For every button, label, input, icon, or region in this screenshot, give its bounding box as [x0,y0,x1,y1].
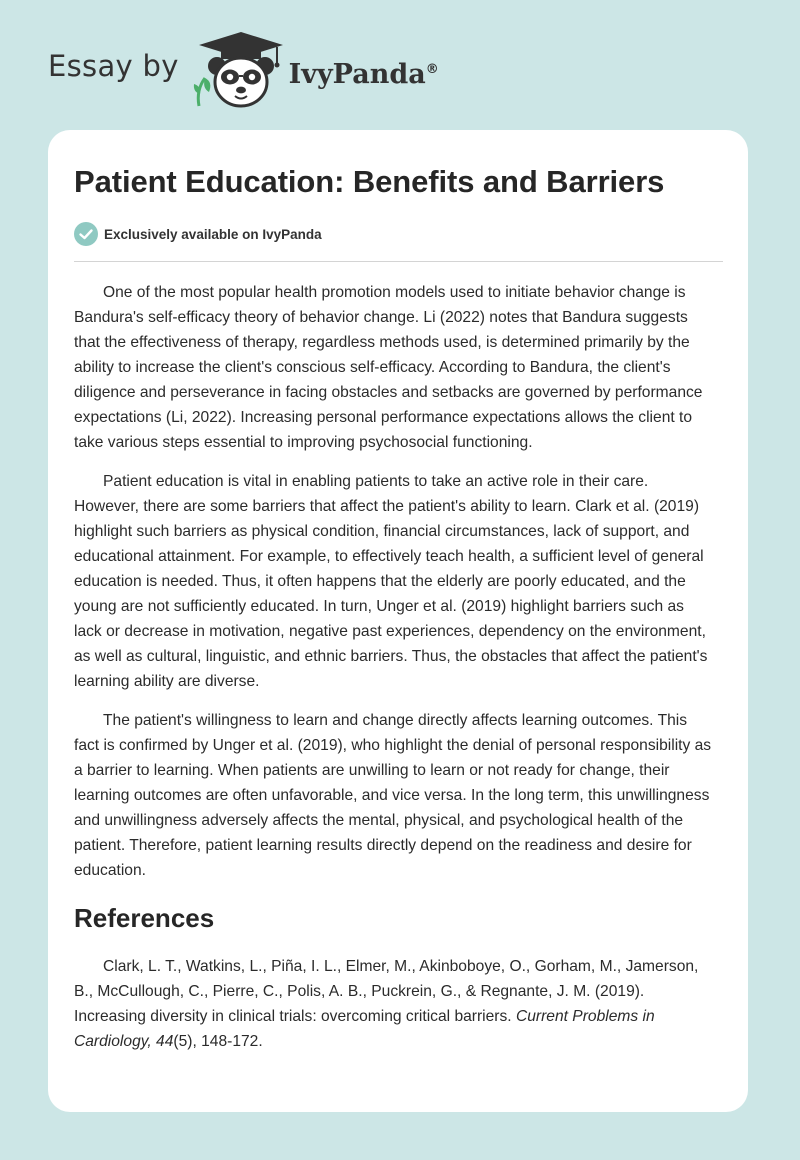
brand-name-text: IvyPanda [288,58,426,90]
exclusive-badge-text: Exclusively available on IvyPanda [104,226,322,242]
reference-entry [74,954,714,1054]
brand-name[interactable] [289,59,439,90]
registered-mark: ® [425,61,439,77]
reference-text: Clark, L. T., Watkins, L., Piña, I. L., Elmer, M., Akinboboye, O., Gorham, M., Jamerson, B., McCullough, C., Pierre, C., Polis, A. B., Puckrein, G., & Regnante, J. M. (2019). Increasing diversity in clinical trials: overcoming critical barriers. [74,958,699,1025]
title-divider [74,261,723,262]
reference-journal: Current Problems in Cardiology, 44 [74,1008,655,1050]
panda-graduate-icon[interactable] [193,30,289,110]
paragraph-3: The patient's willingness to learn and change directly affects learning outcomes. This fact is confirmed by Unger et al. (2019), who highlight the denial of personal responsibility as a barrier to learning. When patients are unwilling to learn or not ready for change, their learning outcomes are often unfavorable, and vice versa. In the long term, this unwillingness and unwillingness adversely affects the mental, physical, and psychological health of the patient. Therefore, patient learning results directly depend on the readiness and desire for education. [74,712,712,879]
references-heading: References [74,903,215,933]
check-circle-icon [74,222,98,246]
reference-issue-pages: (5), 148-172. [173,1033,263,1050]
paragraph-2: Patient education is vital in enabling patients to take an active role in their care. However, there are some barriers that affect the patient's ability to learn. Clark et al. (2019) highlight such barriers as physical condition, financial circumstances, lack of support, and educational attainment. For example, to effectively teach health, a sufficient level of general education is needed. Thus, it often happens that the elderly are poorly educated, and the young are not sufficiently educated. In turn, Unger et al. (2019) highlight barriers such as lack or decrease in motivation, negative past experiences, dependency on the environment, as well as cultural, linguistic, and ethnic barriers. Thus, the obstacles that affect the patient's learning ability are diverse. [74,473,708,690]
site-header [48,30,439,110]
exclusive-badge [74,222,322,246]
paragraph-1: One of the most popular health promotion models used to initiate behavior change is Bandura's self-efficacy theory of behavior change. Li (2022) notes that Bandura suggests that the effectiveness of therapy, regardless methods used, is determined primarily by the ability to increase the client's conscious self-efficacy. According to Bandura, the client's diligence and perseverance in facing obstacles and setbacks are governed by performance expectations (Li, 2022). Increasing personal performance expectations allows the client to take various steps essential to improving psychosocial functioning. [74,284,703,451]
essay-card [48,130,748,1112]
brand-prefix: Essay by [48,49,179,83]
essay-body [74,280,714,1054]
page-title: Patient Education: Benefits and Barriers [74,164,665,199]
